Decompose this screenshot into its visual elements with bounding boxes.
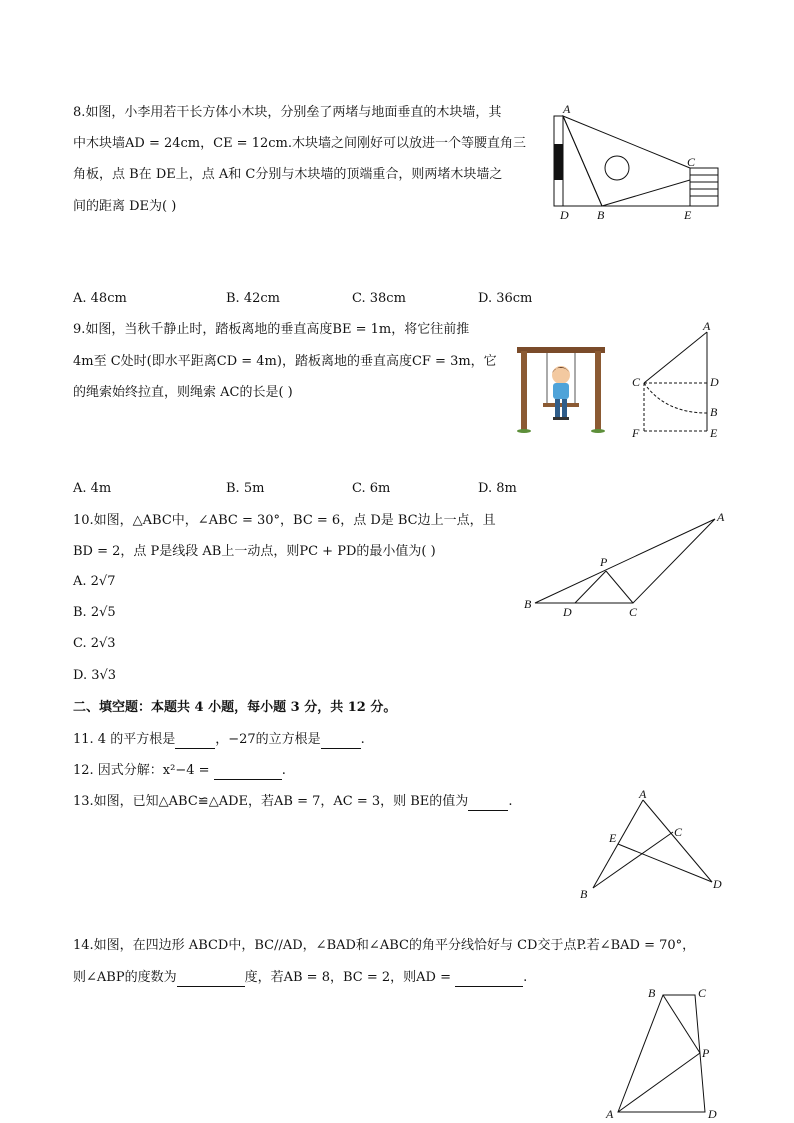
q9-line-1: 9.如图，当秋千静止时，踏板离地的垂直高度BE = 1m，将它往前推 (73, 322, 470, 337)
q10-label-a: A (717, 510, 725, 524)
q10-label-b: B (524, 597, 532, 611)
q13-segment-ed (618, 844, 712, 882)
q12-blank[interactable] (214, 761, 282, 780)
q14-blank-1[interactable] (177, 968, 245, 987)
q10-option-a[interactable]: A. 2√7 (73, 574, 116, 589)
q9-option-c[interactable]: C. 6m (352, 481, 391, 496)
q14-quadrilateral (618, 995, 705, 1112)
q13-figure (575, 788, 730, 903)
q13-text: 13.如图，已知△ABC≌△ADE，若AB = 7，AC = 3，则 BE的值为 (73, 794, 469, 809)
q9-label-c: C (632, 375, 641, 389)
q11-line (73, 730, 365, 749)
q13-line (73, 792, 512, 811)
q8-option-a[interactable]: A. 48cm (73, 291, 127, 306)
q8-label-e: E (684, 208, 692, 222)
q8-label-c: C (687, 155, 696, 169)
q9-figure (625, 318, 735, 443)
q13-end: . (508, 794, 513, 809)
q9-label-d: D (710, 375, 719, 389)
q12-end: . (281, 763, 286, 778)
q11-blank-2[interactable] (321, 730, 361, 749)
q13-segment-ad (643, 800, 712, 882)
q9-line-3: 的绳索始终拉直，则绳索 AC的长是( ) (73, 385, 293, 400)
q14-end: . (523, 970, 528, 985)
q9-segment-ac (644, 332, 707, 383)
q8-label-b: B (597, 208, 605, 222)
q14-label-d: D (708, 1107, 717, 1121)
q10-option-b[interactable]: B. 2√5 (73, 605, 116, 620)
q10-segment-pd (575, 571, 606, 603)
q12-text: 12. 因式分解：x²−4 = (73, 763, 210, 778)
q13-label-c: C (674, 825, 683, 839)
q10-option-c[interactable]: C. 2√3 (73, 636, 116, 651)
q14-line-2 (73, 968, 527, 987)
q14-label-b: B (648, 986, 656, 1000)
q13-label-e: E (609, 831, 617, 845)
q8-line-1: 8.如图，小李用若干长方体小木块，分别垒了两堵与地面垂直的木块墙，其 (73, 105, 502, 120)
q9-option-a[interactable]: A. 4m (73, 481, 112, 496)
q8-board-hole (605, 156, 629, 180)
q14-label-c: C (698, 986, 707, 1000)
q11-part-1: 11. 4 的平方根是 (73, 732, 176, 747)
q9-label-b: B (710, 405, 718, 419)
q8-wall-block (554, 144, 563, 180)
q13-segment-bc (593, 832, 673, 888)
q13-label-d: D (713, 877, 722, 891)
q14-segment-bp (663, 995, 700, 1053)
swing-picture (515, 345, 607, 433)
q9-label-f: F (632, 426, 640, 440)
q13-blank[interactable] (468, 792, 508, 811)
q12-line (73, 761, 286, 780)
q14-figure (598, 982, 728, 1122)
q11-end: . (360, 732, 365, 747)
q14-part-b: 度，若AB = 8，BC = 2，则AD = (244, 970, 451, 985)
q8-option-d[interactable]: D. 36cm (478, 291, 533, 306)
section-2-heading: 二、填空题：本题共 4 小题，每小题 3 分，共 12 分。 (73, 700, 397, 715)
q9-option-b[interactable]: B. 5m (226, 481, 265, 496)
q13-label-b: B (580, 887, 588, 901)
q14-label-a: A (606, 1107, 614, 1121)
q9-label-a: A (703, 319, 711, 333)
q10-label-c: C (629, 605, 638, 619)
q10-label-p: P (600, 555, 608, 569)
q8-right-wall (690, 168, 718, 206)
q10-label-d: D (563, 605, 572, 619)
q8-label-a: A (563, 102, 571, 116)
q8-option-b[interactable]: B. 42cm (226, 291, 280, 306)
q14-line-1: 14.如图，在四边形 ABCD中，BC//AD，∠BAD和∠ABC的角平分线恰好与 CD交于点P.若∠BAD = 70°， (73, 938, 696, 953)
q9-option-d[interactable]: D. 8m (478, 481, 517, 496)
q8-line-2: 中木块墙AD = 24cm，CE = 12cm.木块墙之间刚好可以放进一个等腰直角三 (73, 136, 526, 151)
q14-segment-ap (618, 1053, 700, 1112)
q10-option-d[interactable]: D. 3√3 (73, 668, 117, 683)
q11-blank-1[interactable] (175, 730, 215, 749)
q8-line-4: 间的距离 DE为( ) (73, 199, 177, 214)
q14-blank-2[interactable] (455, 968, 523, 987)
q9-line-2: 4m至 C处时(即水平距离CD = 4m)，踏板离地的垂直高度CF = 3m，它 (73, 354, 497, 369)
q8-label-d: D (560, 208, 569, 222)
q14-label-p: P (702, 1046, 710, 1060)
q14-part-a: 则∠ABP的度数为 (73, 970, 177, 985)
q8-option-c[interactable]: C. 38cm (352, 291, 406, 306)
q8-line-3: 角板，点 B在 DE上，点 A和 C分别与木块墙的顶端重合，则两堵木块墙之 (73, 167, 503, 182)
q9-arc (644, 383, 707, 413)
q10-segment-pc (606, 571, 633, 603)
q8-figure (540, 100, 730, 225)
q9-label-e: E (710, 426, 718, 440)
q10-triangle-abc (535, 519, 715, 603)
q13-label-a: A (639, 788, 647, 801)
q10-line-2: BD = 2，点 P是线段 AB上一动点，则PC + PD的最小值为( ) (73, 544, 436, 559)
q10-figure (520, 508, 735, 623)
q11-part-2: ，−27的立方根是 (215, 732, 321, 747)
q10-line-1: 10.如图，△ABC中，∠ABC = 30°，BC = 6，点 D是 BC边上一点，且 (73, 513, 496, 528)
